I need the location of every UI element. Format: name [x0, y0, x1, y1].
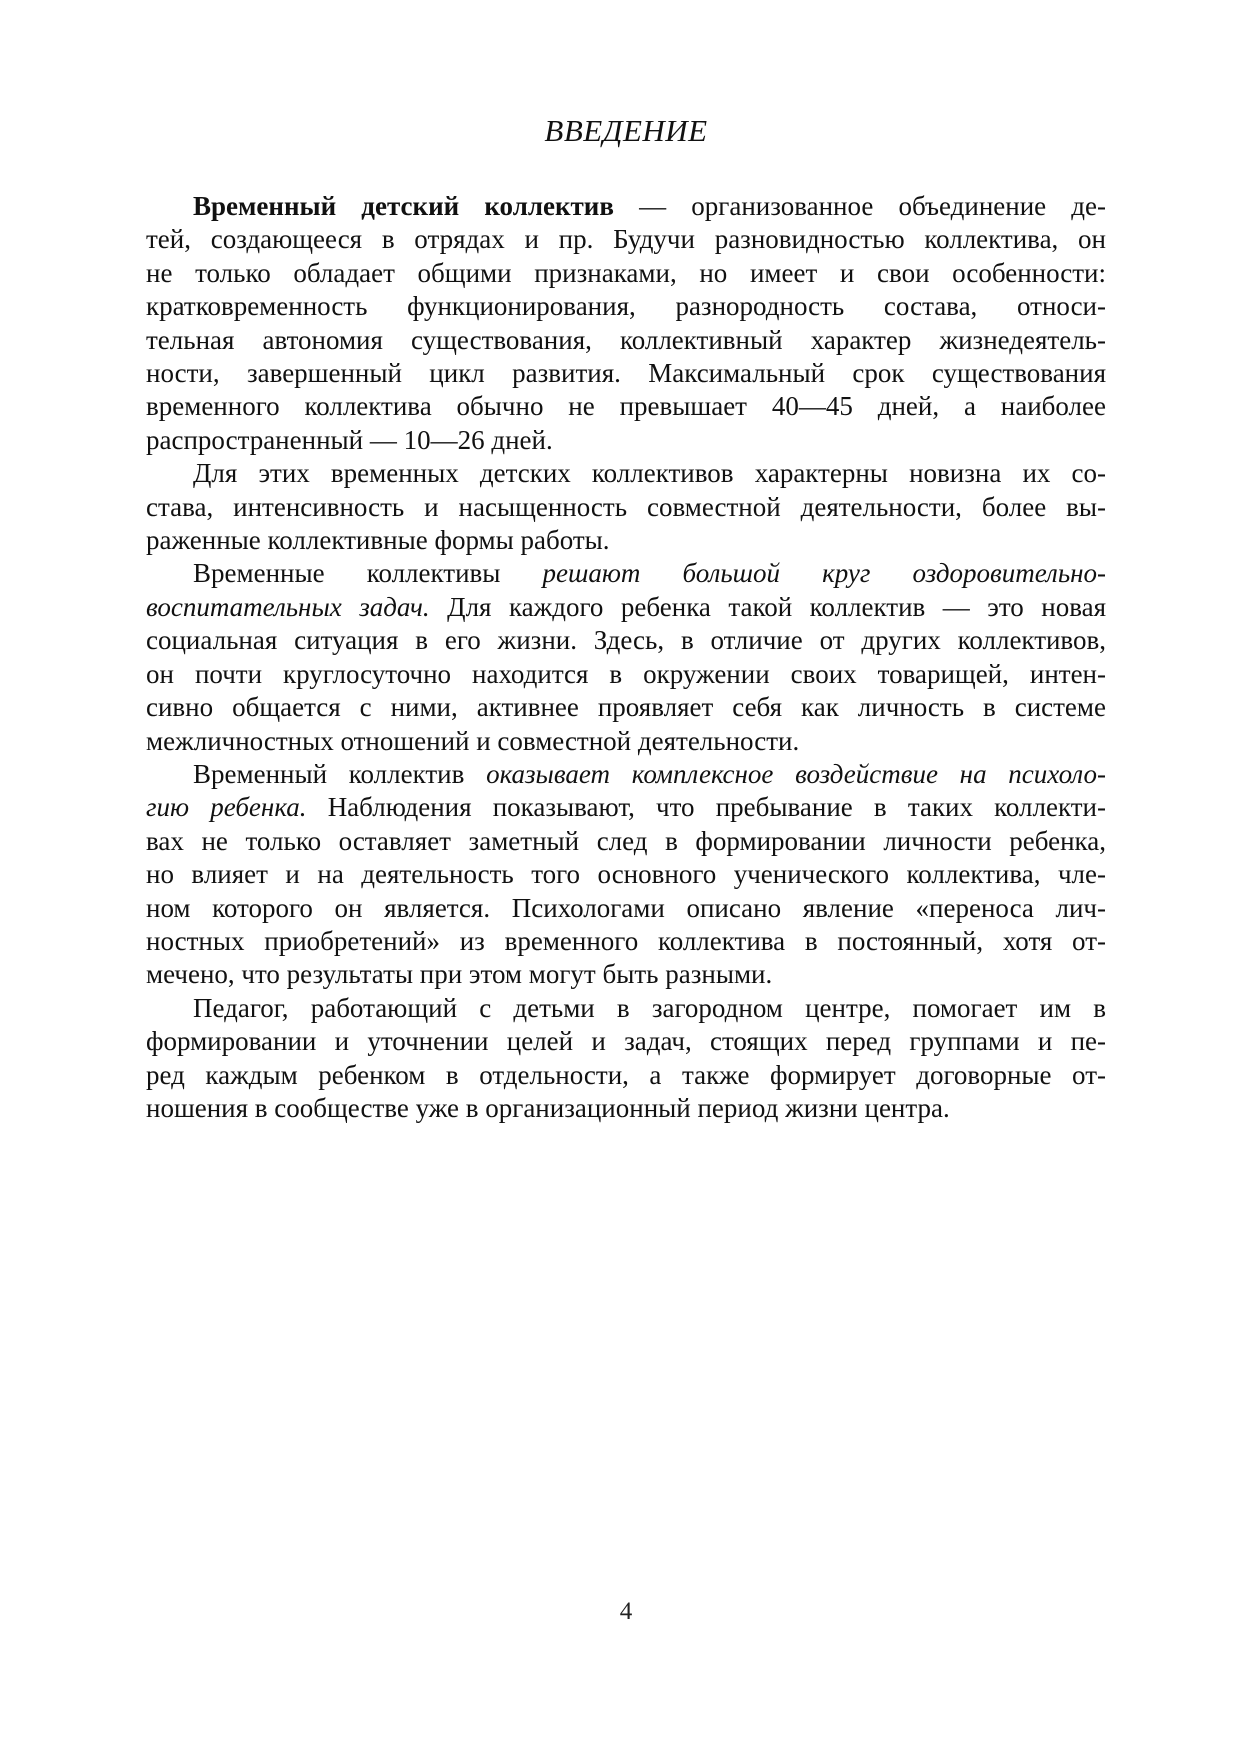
plain-text: сивно общается с ними, активнее проявляет себя как личность в системе	[146, 692, 1106, 723]
body-text	[146, 190, 1106, 1125]
text-line	[146, 190, 1106, 223]
plain-text: межличностных отношений и совместной деятельности.	[146, 725, 800, 756]
text-line	[146, 390, 1106, 423]
text-line	[146, 591, 1106, 624]
italic-text: воспитательных задач.	[146, 591, 430, 622]
text-line	[146, 357, 1106, 390]
text-line	[146, 858, 1106, 891]
plain-text: раженные коллективные формы работы.	[146, 525, 610, 556]
text-line	[146, 1059, 1106, 1092]
plain-text: социальная ситуация в его жизни. Здесь, в отличие от других коллективов,	[146, 625, 1106, 656]
text-line	[146, 1025, 1106, 1058]
text-line	[146, 457, 1106, 490]
italic-text: оказывает комплексное воздействие на психоло-	[486, 758, 1106, 789]
plain-text: ношения в сообществе уже в организационный период жизни центра.	[146, 1092, 950, 1123]
text-line	[146, 892, 1106, 925]
italic-text: гию ребенка.	[146, 792, 307, 823]
plain-text: Наблюдения показывают, что пребывание в таких коллекти-	[306, 792, 1106, 823]
page-number: 4	[619, 1598, 633, 1625]
plain-text: ностных приобретений» из временного коллектива в постоянный, хотя от-	[146, 925, 1106, 956]
text-line	[146, 524, 1106, 557]
plain-text: тей, создающееся в отрядах и пр. Будучи разновидностью коллектива, он	[146, 224, 1106, 255]
plain-text: кратковременность функционирования, разнородность состава, относи-	[146, 291, 1106, 322]
text-line	[146, 791, 1106, 824]
paragraph	[146, 557, 1106, 757]
plain-text: временного коллектива обычно не превышает 40—45 дней, а наиболее	[146, 391, 1106, 422]
text-line	[146, 491, 1106, 524]
text-line	[146, 725, 1106, 758]
text-line	[146, 825, 1106, 858]
plain-text: ности, завершенный цикл развития. Максимальный срок существования	[146, 358, 1106, 389]
text-line	[146, 257, 1106, 290]
text-line	[146, 691, 1106, 724]
plain-text: Для каждого ребенка такой коллектив — это новая	[429, 591, 1106, 622]
text-line	[146, 758, 1106, 791]
text-line	[146, 223, 1106, 256]
bold-text: Временный детский коллектив	[193, 191, 614, 221]
plain-text: Временный коллектив	[193, 758, 487, 789]
paragraph	[146, 190, 1106, 457]
text-line	[146, 624, 1106, 657]
paragraph	[146, 457, 1106, 557]
plain-text: става, интенсивность и насыщенность совместной деятельности, более вы-	[146, 491, 1106, 522]
plain-text: формировании и уточнении целей и задач, стоящих перед группами и пе-	[146, 1026, 1106, 1057]
paragraph	[146, 992, 1106, 1126]
plain-text: Временные коллективы	[193, 558, 543, 589]
plain-text: ред каждым ребенком в отдельности, а также формирует договорные от-	[146, 1059, 1106, 1090]
text-line	[146, 424, 1106, 457]
text-line	[146, 557, 1106, 590]
plain-text: распространенный — 10—26 дней.	[146, 424, 553, 455]
plain-text: Для этих временных детских коллективов характерны новизна их со-	[193, 458, 1106, 489]
plain-text: Педагог, работающий с детьми в загородном центре, помогает им в	[193, 992, 1106, 1023]
plain-text: — организованное объединение де-	[613, 191, 1107, 221]
text-line	[146, 958, 1106, 991]
plain-text: тельная автономия существования, коллективный характер жизнедеятель-	[146, 324, 1106, 355]
text-line	[146, 290, 1106, 323]
plain-text: ном которого он является. Психологами описано явление «переноса лич-	[146, 892, 1106, 923]
text-line	[146, 658, 1106, 691]
plain-text: мечено, что результаты при этом могут быть разными.	[146, 959, 773, 990]
text-line	[146, 1092, 1106, 1125]
plain-text: не только обладает общими признаками, но имеет и свои особенности:	[146, 257, 1106, 288]
plain-text: вах не только оставляет заметный след в формировании личности ребенка,	[146, 825, 1106, 856]
paragraph	[146, 758, 1106, 992]
text-line	[146, 992, 1106, 1025]
plain-text: но влияет и на деятельность того основного ученического коллектива, чле-	[146, 859, 1106, 890]
italic-text: решают большой круг оздоровительно-	[542, 558, 1106, 589]
text-line	[146, 324, 1106, 357]
page-title: ВВЕДЕНИЕ	[544, 113, 708, 148]
text-line	[146, 925, 1106, 958]
plain-text: он почти круглосуточно находится в окружении своих товарищей, интен-	[146, 658, 1106, 689]
